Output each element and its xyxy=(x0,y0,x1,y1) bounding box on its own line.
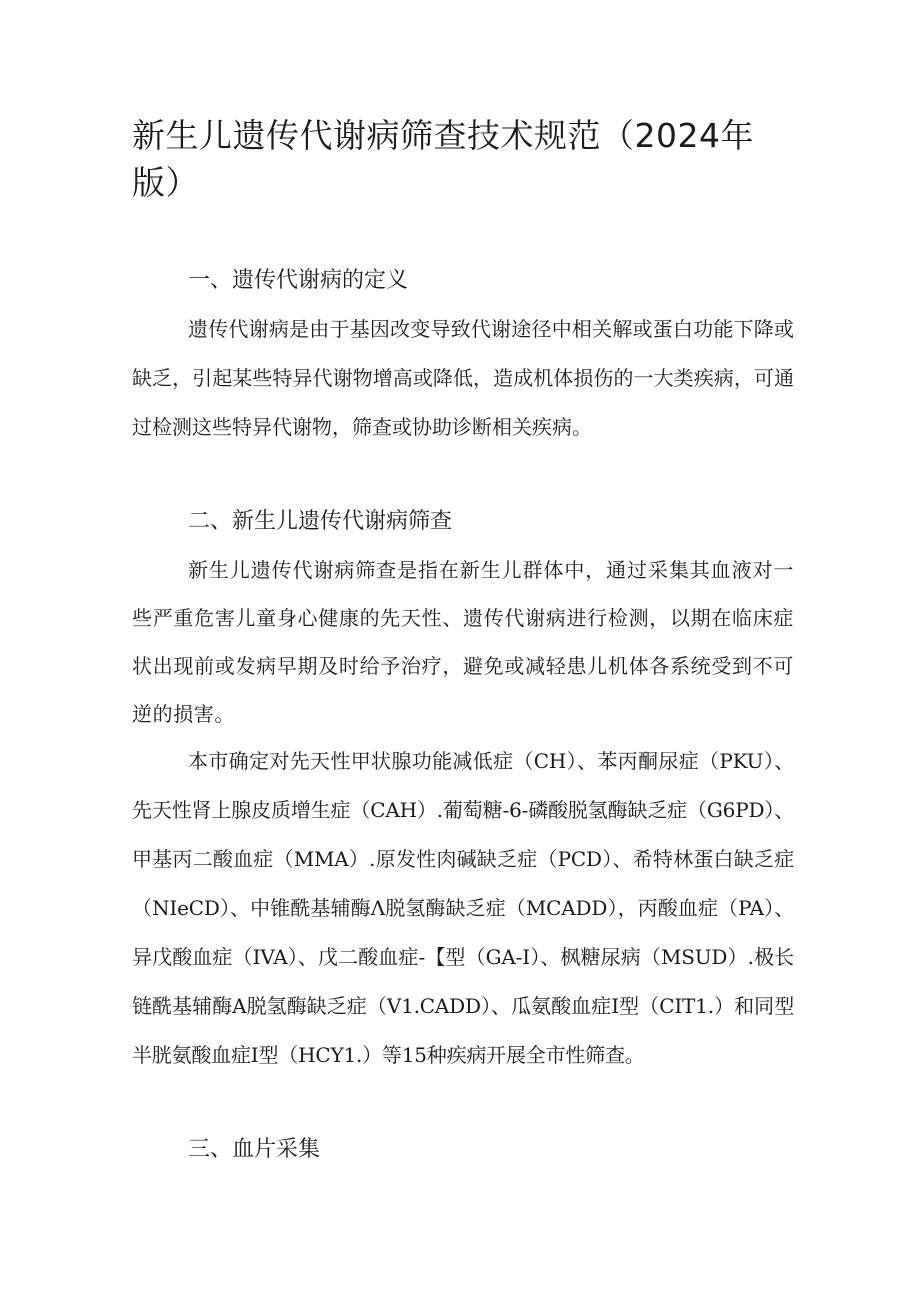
paragraph-screened-diseases: 本市确定对先天性甲状腺功能减低症（CH）、苯丙酮尿症（PKU）、先天性肾上腺皮质增生症（CAH）.葡萄糖-6-磷酸脱氢酶缺乏症（G6PD）、甲基丙二酸血症（MMA）.原发性肉碱缺乏症（PCD）、希特林蛋白缺乏症（NIeCD）、中锥酰基辅酶Λ脱氢酶缺乏症（MCADD），丙酸血症（PA）、异戊酸血症（IVA）、戊二酸血症-【型（GA-I）、枫糖尿病（MSUD）.极长链酰基辅酶A脱氢酶缺乏症（V1.CADD）、瓜氨酸血症I型（CIT1.）和同型半胱氨酸血症I型（HCY1.）等15种疾病开展全市性筛查。 xyxy=(132,749,794,1067)
section-heading-screening: 二、新生儿遗传代谢病筛查 xyxy=(188,509,453,534)
section-heading-definition: 一、遗传代谢病的定义 xyxy=(188,268,409,293)
paragraph-screening-intro: 新生儿遗传代谢病筛查是指在新生儿群体中，通过采集其血液对一些严重危害儿童身心健康的先天性、遗传代谢病进行检测，以期在临床症状出现前或发病早期及时给予治疗，避免或减轻患儿机体各系统受到不可逆的损害。 xyxy=(132,558,794,726)
section-heading-blood-sampling: 三、血片采集 xyxy=(188,1137,321,1162)
paragraph-definition: 遗传代谢病是由于基因改变导致代谢途径中相关解或蛋白功能下降或缺乏，引起某些特异代谢物增高或降低，造成机体损伤的一大类疾病，可通过检测这些特异代谢物，筛查或协助诊断相关疾病。 xyxy=(132,317,794,439)
document-title: 新生儿遗传代谢病筛查技术规范（2024年版） xyxy=(132,116,754,202)
